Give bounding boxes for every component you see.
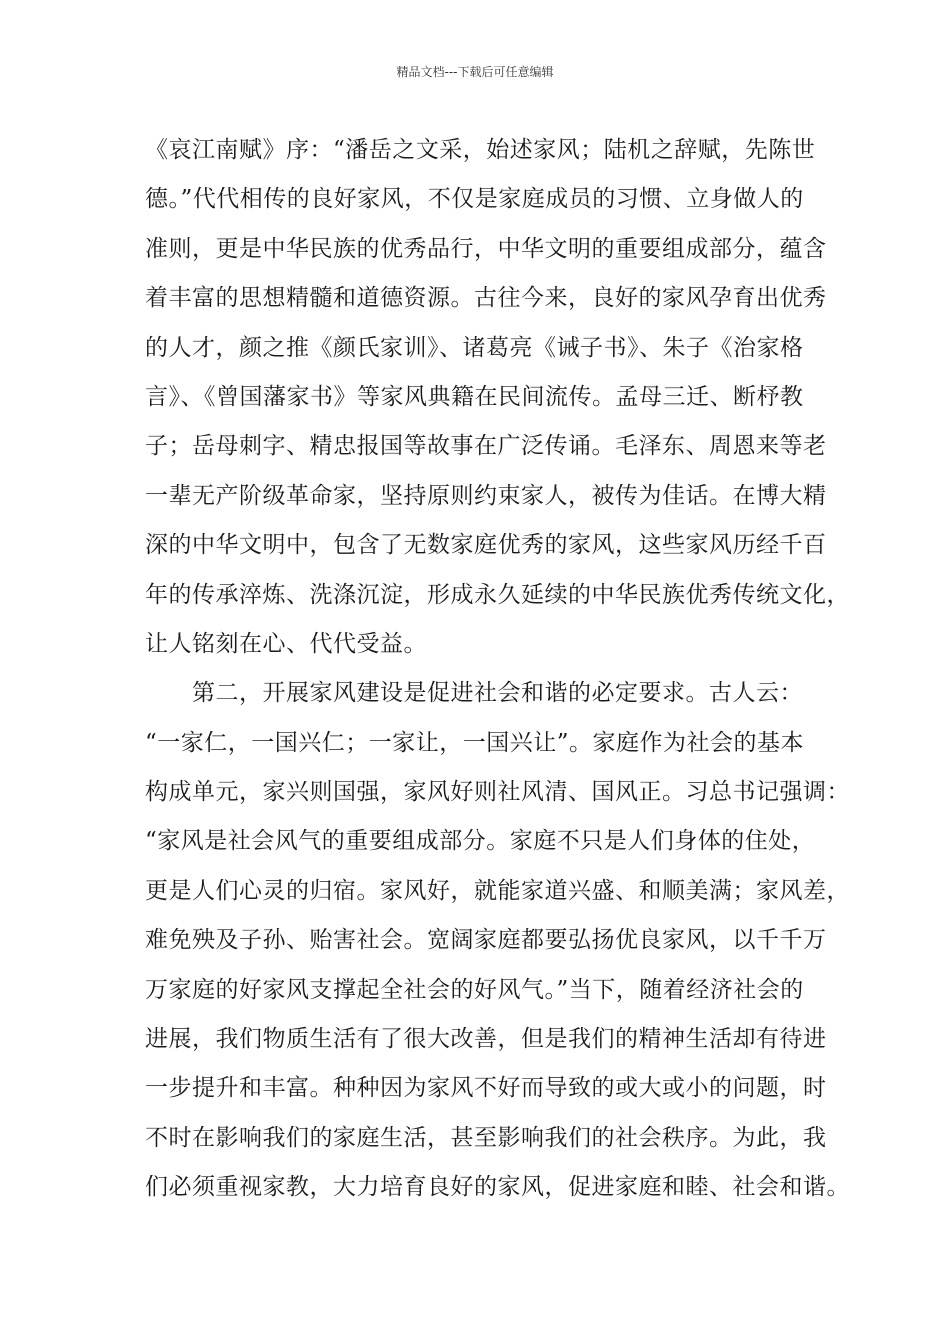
text-line: 年的传承淬炼、洗涤沉淀，形成永久延续的中华民族优秀传统文化， <box>145 581 850 608</box>
text-line: 第二，开展家风建设是促进社会和谐的必定要求。古人云： <box>145 680 803 707</box>
text-line: 的人才，颜之推《颜氏家训》、诸葛亮《诫子书》、朱子《治家格 <box>145 334 804 361</box>
paragraph-2 <box>145 669 850 1212</box>
text-line: “一家仁，一国兴仁；一家让，一国兴让”。家庭作为社会的基本 <box>145 729 805 756</box>
text-line: 更是人们心灵的归宿。家风好，就能家道兴盛、和顺美满；家风差， <box>145 877 850 904</box>
text-line: 《哀江南赋》序：“潘岳之文采，始述家风；陆机之辞赋，先陈世 <box>145 137 816 163</box>
text-line: 着丰富的思想精髓和道德资源。古往今来，良好的家风孕育出优秀 <box>145 285 827 312</box>
text-line: 准则，更是中华民族的优秀品行，中华文明的重要组成部分，蕴含 <box>145 235 827 262</box>
text-line: 难免殃及子孙、贻害社会。宽阔家庭都要弘扬优良家风，以千千万 <box>145 927 827 954</box>
text-line: 进展，我们物质生活有了很大改善，但是我们的精神生活却有待进 <box>145 1026 827 1053</box>
text-line: 万家庭的好家风支撑起全社会的好风气。”当下，随着经济社会的 <box>145 976 804 1003</box>
text-line: 一辈无产阶级革命家，坚持原则约束家人，被传为佳话。在博大精 <box>145 482 827 509</box>
text-line: “家风是社会风气的重要组成部分。家庭不只是人们身体的住处， <box>145 828 816 855</box>
page-header: 精品文档---下载后可任意编辑 <box>396 65 554 79</box>
text-line: 让人铭刻在心、代代受益。 <box>145 630 427 657</box>
text-line: 不时在影响我们的家庭生活，甚至影响我们的社会秩序。为此，我 <box>145 1124 827 1151</box>
paragraph-1 <box>145 126 850 669</box>
text-line: 构成单元，家兴则国强，家风好则社风清、国风正。习总书记强调： <box>145 779 850 806</box>
text-line: 子；岳母刺字、精忠报国等故事在广泛传诵。毛泽东、周恩来等老 <box>145 433 827 460</box>
text-line: 德。”代代相传的良好家风，不仅是家庭成员的习惯、立身做人的 <box>145 186 804 213</box>
text-line: 深的中华文明中，包含了无数家庭优秀的家风，这些家风历经千百 <box>145 532 827 559</box>
document-body <box>145 126 850 1213</box>
text-line: 言》、《曾国藩家书》等家风典籍在民间流传。孟母三迁、断杼教 <box>145 383 804 410</box>
text-line: 一步提升和丰富。种种因为家风不好而导致的或大或小的问题，时 <box>145 1075 827 1102</box>
text-line: 们必须重视家教，大力培育良好的家风，促进家庭和睦、社会和谐。 <box>145 1174 850 1201</box>
